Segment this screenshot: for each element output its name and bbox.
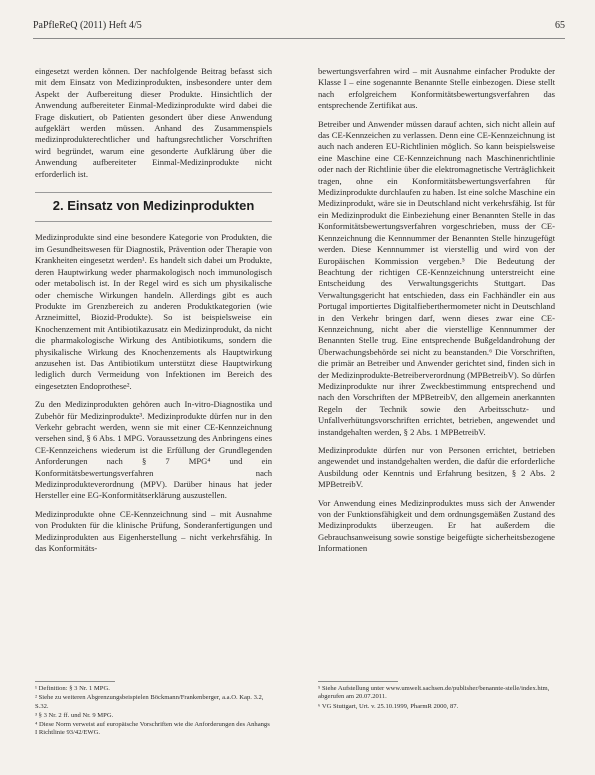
footnote: ⁶ VG Stuttgart, Urt. v. 25.10.1999, PharmR 2000, 87.	[318, 702, 459, 710]
body-paragraph: Vor Anwendung eines Medizinproduktes muss sich der Anwender von der Funktionsfähigkeit und dem ordnungsgemäßen Zustand des Medizinprodukts überzeugen. Er hat außerdem die Gebrauchsanweisung sowie sonstige beigefügte sicherheitsbezogene Informationen	[318, 497, 555, 554]
body-paragraph: Medizinprodukte sind eine besondere Kategorie von Produkten, die im Gesundheitswesen für Diagnostik, Prävention oder Therapie von Krankheiten eingesetzt werden¹. Es handelt sich dabei um Produkte, deren Hauptwirkung weder pharmakologisch noch immunologisch oder metabolisch ist. In der Regel wird es sich um physikalische oder chemische Wirkungen handeln. Allerdings gibt es auch Produkte im Grenzbereich zu anderen Produktkategorien (wie Arzneimittel, Biozid-Produkte). So ist beispielsweise ein Knochenzement mit Antibiotikazusatz ein Medizinprodukt, da nicht die pharmakologische Wirkung des Antibiotikums, sondern die physikalische Wirkung des Knochenzements als Hauptwirkung anzusehen ist. Das Antibiotikum unterstützt diese Hauptwirkung lediglich durch Vermeidung von Infektionen im Bereich des eingesetzten Endoprothese².	[35, 232, 272, 391]
page-number: 65	[555, 20, 565, 31]
footnotes-left	[35, 681, 272, 739]
footnote: ³ § 3 Nr. 2 ff. und Nr. 9 MPG.	[35, 711, 114, 719]
section-heading-box	[35, 192, 272, 222]
footnote: ⁴ Diese Norm verweist auf europäische Vorschriften wie die Anforderungen des Anhangs I Richtlinie 93/42/EWG.	[35, 721, 270, 737]
section-title: 2. Einsatz von Medizinprodukten	[52, 198, 255, 214]
journal-title: PaPfleReQ (2011) Heft 4/5	[33, 20, 142, 31]
footnote: ² Siehe zu weiteren Abgrenzungsbeispielen Böckmann/Frankenberger, a.a.O. Kap. 3.2, S.32.	[35, 694, 264, 710]
right-column	[318, 66, 555, 562]
body-paragraph: Zu den Medizinprodukten gehören auch In-vitro-Diagnostika und Zubehör für Medizinprodukte³. Medizinprodukte dürfen nur in den Verkehr gebracht werden, wenn sie mit einer CE-Kennzeichnung versehen sind, § 6 Abs. 1 MPG. Voraussetzung des Anbringens eines CE-Kennzeichens wiederum ist die Erfüllung der Grundlegenden Anforderungen nach § 7 MPG⁴ und ein Konformitätsbewertungsverfahren nach Medizinprodukteverordnung (MPV). Darüber hinaus hat jeder Hersteller eine EG-Konformitätserklärung auszustellen.	[35, 399, 272, 501]
body-paragraph: Betreiber und Anwender müssen darauf achten, sich nicht allein auf das CE-Kennzeichen zu verlassen. Denn eine CE-Kennzeichnung ist auch nach anderen EU-Richtlinien möglich. So kann beispielsweise eine Maschine eine CE-Kennzeichnung nach Maschinenrichtlinie oder nach der Richtlinie über die elektromagnetische Verträglichkeit tragen, ohne ein Konformitätsbewertungsverfahren für Medizinprodukte durchlaufen zu haben. Ist eine solche Maschine ein Medizinprodukt, wäre sie in Deutschland nicht verkehrsfähig. Ist für ein Medizinprodukt die Einbeziehung einer Benannten Stelle in das Konformitätsbewertungsverfahren vorgeschrieben, muss der CE-Kennzeichnung die Kennnummer der Benannten Stelle hinzugefügt werden. Diese Kennnummer ist vierstellig und wird von der Europäischen Kommission vergeben.⁵ Die Bedeutung der Beachtung der richtigen CE-Kennzeichnung unterstreicht eine Entscheidung des Verwaltungsgerichts Stuttgart. Das Verwaltungsgericht hat entschieden, dass ein Fachhändler ein aus Portugal importiertes Digitalfieberthermometer nicht in Deutschland in den Verkehr bringen darf, wenn dieses zwar eine CE-Kennzeichnung, nicht aber die vierstellige Kennnummer der Benannten Stelle trug. Eine entsprechende Bußgeldandrohung der Überwachungsbehörde sei nicht zu beanstanden.⁶ Die Vorschriften, die primär an Betreiber und Anwender gerichtet sind, finden sich in der Medizinprodukte-Betreiberverordnung (MPBetreibV). So dürfen Medizinprodukte nur ihrer Zweckbestimmung entsprechend und nach den Vorschriften der MPBetreibV, den allgemein anerkannten Regeln der Technik sowie den Arbeitsschutz- und Unfallverhütungsvorschriften errichtet, betrieben, angewendet und instandgehalten werden, § 2 Abs. 1 MPBetreibV.	[318, 118, 555, 437]
body-paragraph: bewertungsverfahren wird – mit Ausnahme einfacher Produkte der Klasse I – eine sogenannte Benannte Stelle einbezogen. Diese stellt nach erfolgreichem Konformitätsbewertungsverfahren das entsprechende Zertifikat aus.	[318, 66, 555, 111]
body-paragraph: Medizinprodukte ohne CE-Kennzeichnung sind – mit Ausnahme von Produkten für die klinische Prüfung, Sonderanfertigungen und Medizinprodukten aus Eigenherstellung – nicht verkehrsfähig. In das Konformitäts-	[35, 508, 272, 554]
footnote: ¹ Definition: § 3 Nr. 1 MPG.	[35, 685, 110, 692]
footnote-rule	[318, 681, 398, 682]
footnote: ⁵ Siehe Aufstellung unter www.umwelt.sachsen.de/publisher/benannte-stelle/index.htm, abgerufen am 20.07.2011.	[318, 685, 550, 701]
running-header	[33, 20, 565, 36]
intro-paragraph: eingesetzt werden können. Der nachfolgende Beitrag befasst sich mit dem Einsatz von Medizinprodukten, insbesondere unter dem Aspekt der Aufbereitung dieser Produkte. Hinsichtlich der Anwendung aufbereiteter Einmal-Medizinprodukte wird dabei die Frage diskutiert, ob Patienten gesondert über diese Anwendung aufgeklärt werden müssen. Anhand des Zusammenspiels medizinprodukterechtlicher und haftungsrechtlicher Vorschriften wird begründet, warum eine gesonderte Aufklärung über die Anwendung aufbereiteter Einmal-Medizinprodukte nicht erforderlich ist.	[35, 66, 272, 179]
footnotes-right	[318, 681, 555, 712]
footnote-rule	[35, 681, 115, 682]
left-column	[35, 66, 272, 561]
header-rule	[33, 38, 565, 39]
body-paragraph: Medizinprodukte dürfen nur von Personen errichtet, betrieben angewendet und instandgehalten werden, die dafür die erforderliche Ausbildung oder Kenntnis und Erfahrung besitzen, § 2 Abs. 2 MPBetreibV.	[318, 445, 555, 490]
